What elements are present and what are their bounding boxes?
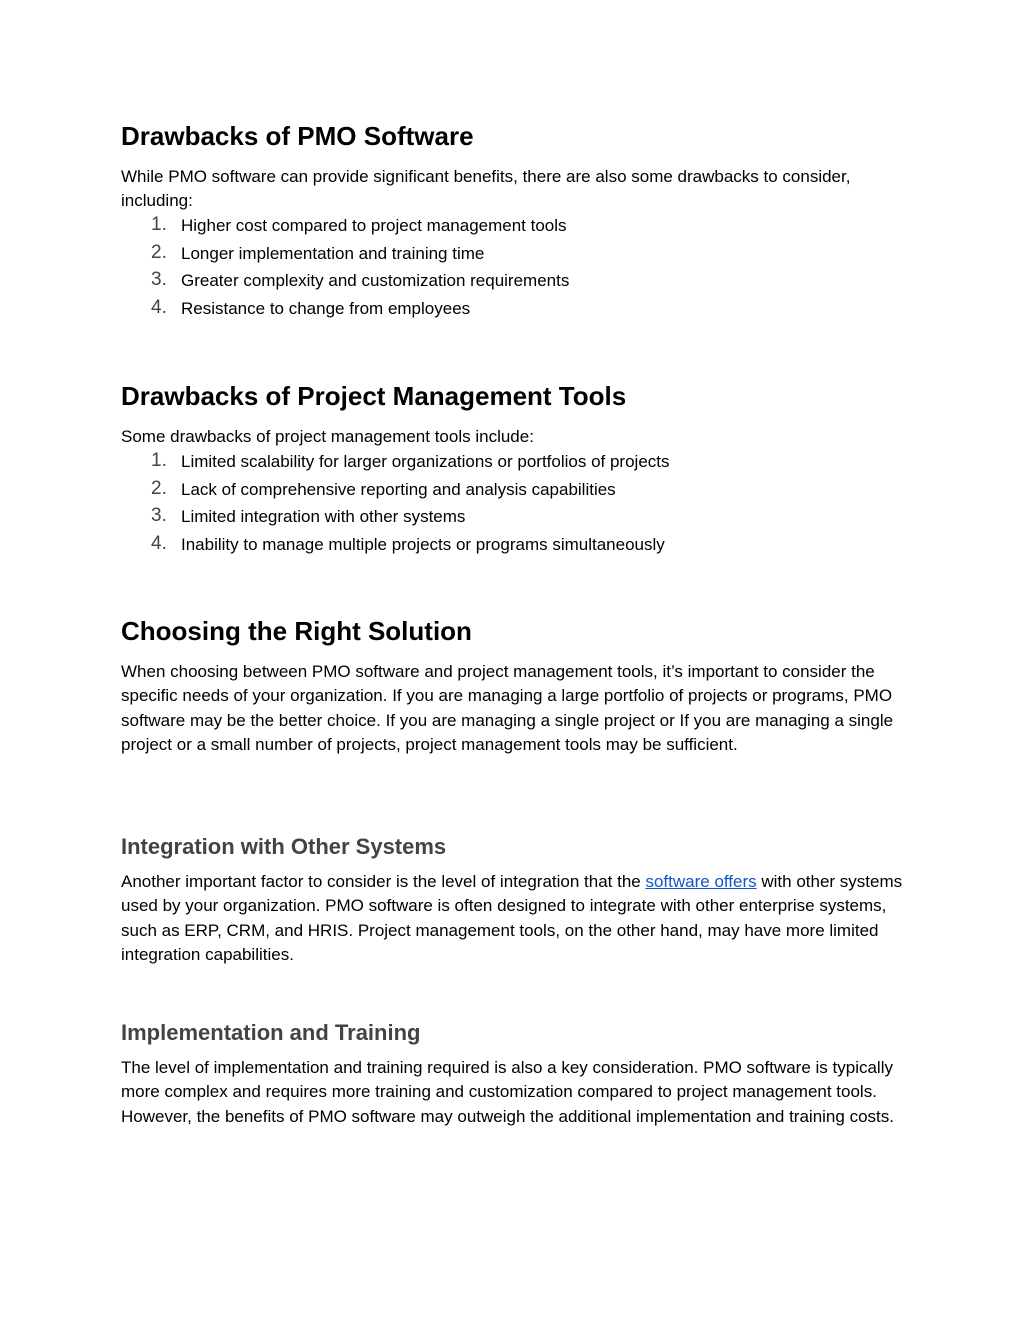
list-number: 1.	[151, 450, 167, 471]
list-item-text: Longer implementation and training time	[181, 243, 485, 263]
paragraph-integration	[121, 870, 911, 967]
software-offers-link[interactable]: software offers	[645, 872, 757, 891]
list-number: 2.	[151, 241, 167, 263]
paragraph-pmo-intro: While PMO software can provide significant benefits, there are also some drawbacks to consider, including:	[121, 167, 851, 211]
paragraph-choosing: When choosing between PMO software and project management tools, it’s important to consider the specific needs of your organization. If you are managing a large portfolio of projects or programs, PMO software may be the better choice. If you are managing a single project or If you are managing a single project or a small number of projects, project management tools may be sufficient.	[121, 662, 894, 754]
list-item-text: Limited scalability for larger organizations or portfolios of projects	[181, 452, 670, 471]
list-number: 3.	[151, 505, 167, 527]
list-item-text: Inability to manage multiple projects or programs simultaneously	[181, 534, 665, 554]
list-item-text: Greater complexity and customization requirements	[181, 271, 570, 291]
paragraph-implementation: The level of implementation and training required is also a key consideration. PMO software is typically more complex and requires more training and customization compared to project management tools. However, the benefits of PMO software may outweigh the additional implementation and training costs.	[121, 1058, 894, 1126]
heading-choosing-right-solution: Choosing the Right Solution	[121, 616, 472, 646]
list-number: 3.	[151, 269, 167, 291]
list-number: 4.	[151, 296, 167, 318]
heading-integration: Integration with Other Systems	[121, 834, 447, 859]
heading-implementation: Implementation and Training	[121, 1020, 421, 1045]
list-item-text: Higher cost compared to project management tools	[181, 216, 567, 235]
heading-drawbacks-pmo-software: Drawbacks of PMO Software	[121, 121, 474, 151]
list-number: 4.	[151, 532, 167, 554]
paragraph-text: Another important factor to consider is the level of integration that the	[121, 872, 646, 891]
paragraph-pmt-intro: Some drawbacks of project management tools include:	[121, 427, 534, 446]
list-item-text: Limited integration with other systems	[181, 507, 466, 527]
list-item-text: Resistance to change from employees	[181, 298, 471, 318]
list-number: 2.	[151, 477, 167, 499]
list-item-text: Lack of comprehensive reporting and analysis capabilities	[181, 479, 616, 499]
heading-drawbacks-pm-tools: Drawbacks of Project Management Tools	[121, 381, 627, 411]
paragraph-text: with other systems used by your organization. PMO software is often designed to integrate with other enterprise systems, such as ERP, CRM, and HRIS. Project management tools, on the other hand, may have more limited integration capabilities.	[121, 872, 903, 964]
list-number: 1.	[151, 214, 167, 235]
